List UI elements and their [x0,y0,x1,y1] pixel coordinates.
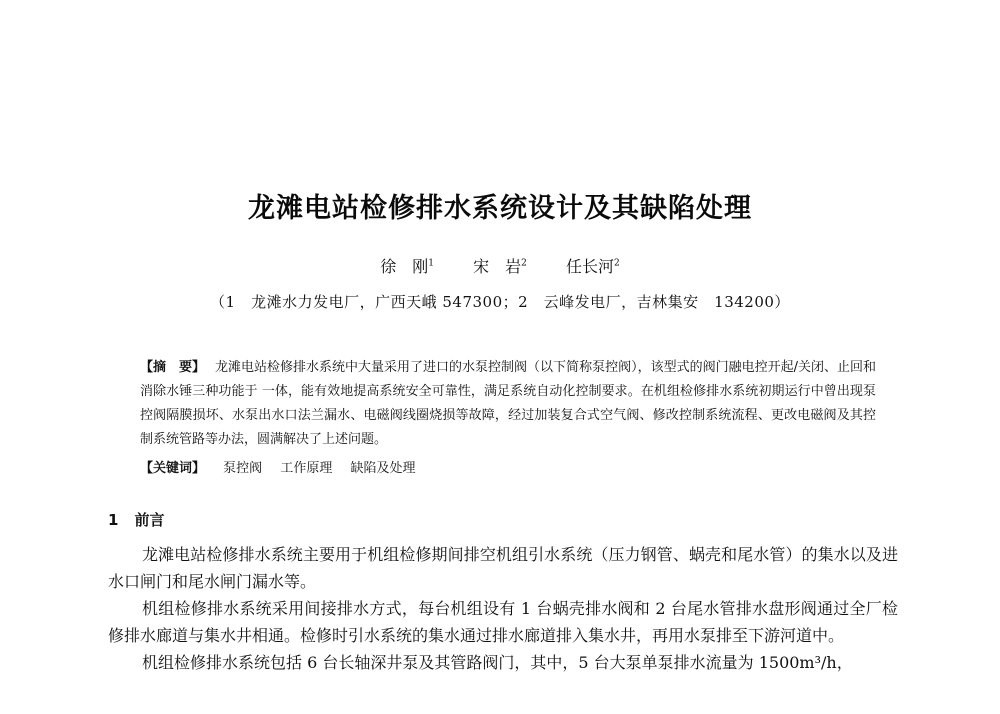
author-1-name: 徐 刚 [380,257,429,276]
author-list [0,254,1000,277]
author-1 [380,257,434,276]
paper-title: 龙滩电站检修排水系统设计及其缺陷处理 [248,193,752,224]
keyword-item: 缺陷及处理 [350,461,416,476]
keywords-label: 【关键词】 [140,461,206,476]
paragraph: 机组检修排水系统包括 6 台长轴深井泵及其管路阀门，其中，5 台大泵单泵排水流量为 1500m³/h， [142,653,853,672]
section-title: 前言 [134,511,165,529]
author-2 [473,257,527,276]
author-1-affil-mark: 1 [428,258,435,269]
abstract [140,356,876,452]
affiliations: （1 龙滩水力发电厂，广西天峨 547300；2 云峰发电厂，吉林集安 134200） [210,293,790,311]
author-3-name: 任长河 [565,257,614,276]
author-2-affil-mark: 2 [521,258,527,269]
section-number: 1 [108,511,119,529]
keywords [140,457,429,476]
author-3-affil-mark: 2 [613,258,620,269]
keyword-item: 工作原理 [280,461,333,476]
keyword-item: 泵控阀 [223,461,263,476]
abstract-label: 【摘 要】 [140,360,206,375]
paragraph: 龙滩电站检修排水系统主要用于机组检修期间排空机组引水系统（压力钢管、蜗壳和尾水管）的集水以及进水口闸门和尾水闸门漏水等。 [108,545,898,591]
author-2-name: 宋 岩 [473,257,522,276]
abstract-text: 龙滩电站检修排水系统中大量采用了进口的水泵控制阀（以下简称泵控阀），该型式的阀门融电控开起/关闭、止回和消除水锤三种功能于 一体，能有效地提高系统安全可靠性，满足系统自动化控制要求。在机组检修排水系统初期运行中曾出现泵控阀隔膜损坏、水泵出水口法兰漏水、电磁阀线圈烧损等故障，经过加装复合式空气阀、修改控制系统流程、更改电磁阀及其控制系统管路等办法，圆满解决了上述问题。 [140,360,876,447]
section-heading [108,509,164,530]
author-3 [566,257,620,276]
paragraph: 机组检修排水系统采用间接排水方式，每台机组设有 1 台蜗壳排水阀和 2 台尾水管排水盘形阀通过全厂检修排水廊道与集水井相通。检修时引水系统的集水通过排水廊道排入集水井，再用水泵排至下游河道中。 [108,599,898,645]
body-text [108,541,898,676]
